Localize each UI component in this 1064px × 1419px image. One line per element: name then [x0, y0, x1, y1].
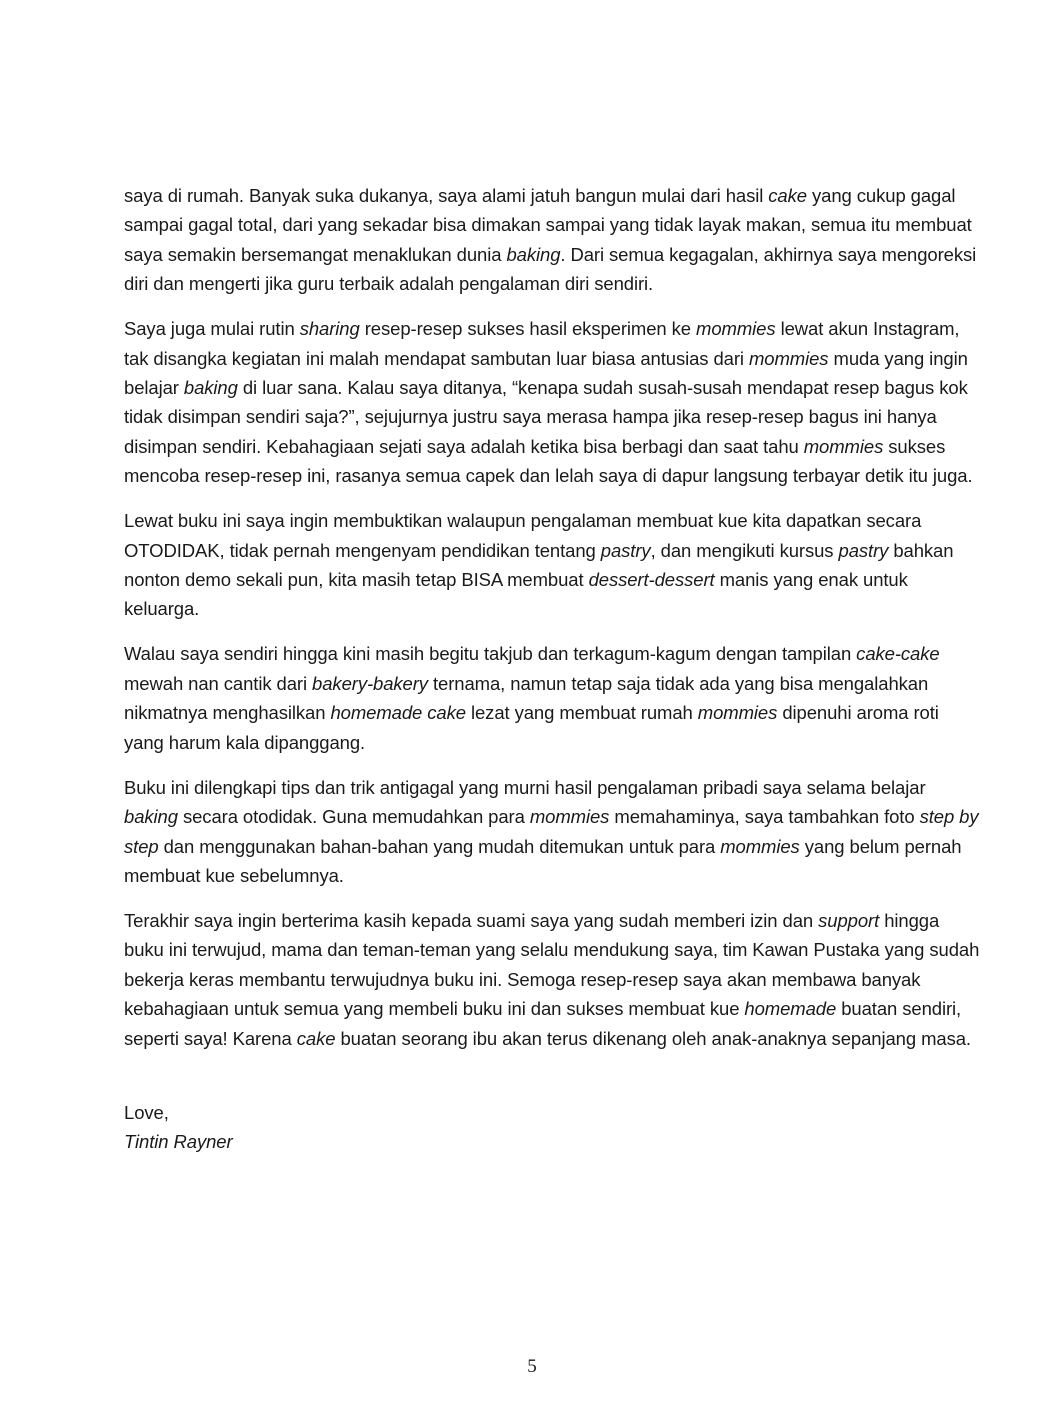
- italic-text: baking: [124, 806, 178, 828]
- text-run: . Dari semua kegagalan, akhirnya saya mengoreksi diri dan mengerti jika guru terbaik adalah pengalaman diri sendiri.: [124, 243, 977, 295]
- italic-text: cake: [296, 1027, 336, 1049]
- text-run: bahkan nonton demo sekali pun, kita masih tetap BISA membuat: [124, 539, 954, 591]
- page-number: 5: [527, 1356, 537, 1377]
- italic-text: baking: [506, 243, 561, 265]
- italic-text: bakery-bakery: [312, 672, 428, 694]
- italic-text: cake-cake: [856, 643, 940, 665]
- text-run: hingga buku ini terwujud, mama dan teman-teman yang selalu mendukung saya, tim Kawan Pustaka yang sudah bekerja keras membantu terwujudnya buku ini. Semoga resep-resep saya akan membawa banyak kebahagiaan untuk semua yang membeli buku ini dan sukses membuat kue: [124, 909, 980, 1020]
- signature-name: Tintin Rayner: [124, 1131, 233, 1153]
- italic-text: mommies: [529, 806, 610, 828]
- text-run: secara otodidak. Guna memudahkan para: [177, 806, 530, 828]
- text-run: Lewat buku ini saya ingin membuktikan walaupun pengalaman membuat kue kita dapatkan secara OTODIDAK, tidak pernah mengenyam pendidikan tentang: [124, 510, 922, 561]
- text-run: Buku ini dilengkapi tips dan trik antigagal yang murni hasil pengalaman pribadi saya selama belajar: [124, 776, 926, 798]
- signature-block: [124, 1098, 982, 1157]
- text-run: sukses mencoba resep-resep ini, rasanya semua capek dan lelah saya di dapur langsung terbayar detik itu juga.: [124, 435, 973, 487]
- text-run: memahaminya, saya tambahkan foto: [609, 806, 920, 828]
- text-run: , dan mengikuti kursus: [650, 539, 839, 561]
- italic-text: support: [818, 909, 880, 931]
- italic-text: cake: [768, 185, 807, 206]
- text-run: ternama, namun tetap saja tidak ada yang bisa mengalahkan nikmatnya menghasilkan: [124, 672, 929, 724]
- paragraph: [124, 906, 982, 1053]
- text-run: dipenuhi aroma roti yang harum kala dipanggang.: [124, 702, 939, 753]
- paragraph-list: [124, 181, 982, 1053]
- text-run: lezat yang membuat rumah: [465, 702, 698, 724]
- text-run: Terakhir saya ingin berterima kasih kepada suami saya yang sudah memberi izin dan: [124, 909, 819, 931]
- text-run: Walau saya sendiri hingga kini masih begitu takjub dan terkagum-kagum dengan tampilan: [124, 643, 857, 665]
- text-run: saya di rumah. Banyak suka dukanya, saya alami jatuh bangun mulai dari hasil: [124, 185, 769, 206]
- paragraph: [124, 773, 982, 891]
- paragraph: [124, 506, 982, 624]
- text-run: buatan sendiri, seperti saya! Karena: [124, 998, 962, 1049]
- italic-text: mommies: [720, 835, 800, 857]
- text-run: lewat akun Instagram, tak disangka kegiatan ini malah mendapat sambutan luar biasa antusias dari: [124, 318, 960, 369]
- text-run: yang cukup gagal sampai gagal total, dari yang sekadar bisa dimakan sampai yang tidak layak makan, semua itu membuat saya semakin bersemangat menaklukan dunia: [124, 185, 972, 265]
- text-run: di luar sana. Kalau saya ditanya, “kenapa sudah susah-susah mendapat resep bagus kok tidak disimpan sendiri saja?”, sejujurnya justru saya merasa hampa jika resep-resep bagus ini hanya disimpan sendiri. Kebahagiaan sejati saya adalah ketika bisa berbagi dan saat tahu: [124, 377, 968, 457]
- text-run: Saya juga mulai rutin: [124, 318, 300, 340]
- italic-text: homemade cake: [330, 702, 466, 724]
- text-run: manis yang enak untuk keluarga.: [124, 569, 908, 620]
- italic-text: baking: [183, 377, 238, 399]
- paragraph: [124, 639, 982, 757]
- italic-text: pastry: [838, 539, 889, 561]
- text-run: resep-resep sukses hasil eksperimen ke: [359, 318, 697, 340]
- body-text: [124, 181, 982, 1157]
- text-run: mewah nan cantik dari: [124, 672, 313, 694]
- italic-text: mommies: [697, 702, 778, 724]
- paragraph: [124, 181, 982, 299]
- text-run: buatan seorang ibu akan terus dikenang oleh anak-anaknya sepanjang masa.: [335, 1027, 971, 1049]
- signature-closing: Love,: [124, 1101, 169, 1123]
- italic-text: mommies: [803, 435, 884, 457]
- text-run: yang belum pernah membuat kue sebelumnya.: [124, 835, 962, 886]
- text-run: dan menggunakan bahan-bahan yang mudah ditemukan untuk para: [158, 835, 721, 857]
- italic-text: homemade: [744, 998, 837, 1020]
- text-run: muda yang ingin belajar: [124, 347, 968, 399]
- italic-text: dessert-dessert: [588, 569, 715, 591]
- paragraph: [124, 314, 982, 490]
- italic-text: step by step: [124, 806, 979, 857]
- italic-text: mommies: [748, 347, 829, 369]
- italic-text: sharing: [299, 318, 360, 340]
- italic-text: pastry: [600, 539, 651, 561]
- italic-text: mommies: [696, 318, 776, 340]
